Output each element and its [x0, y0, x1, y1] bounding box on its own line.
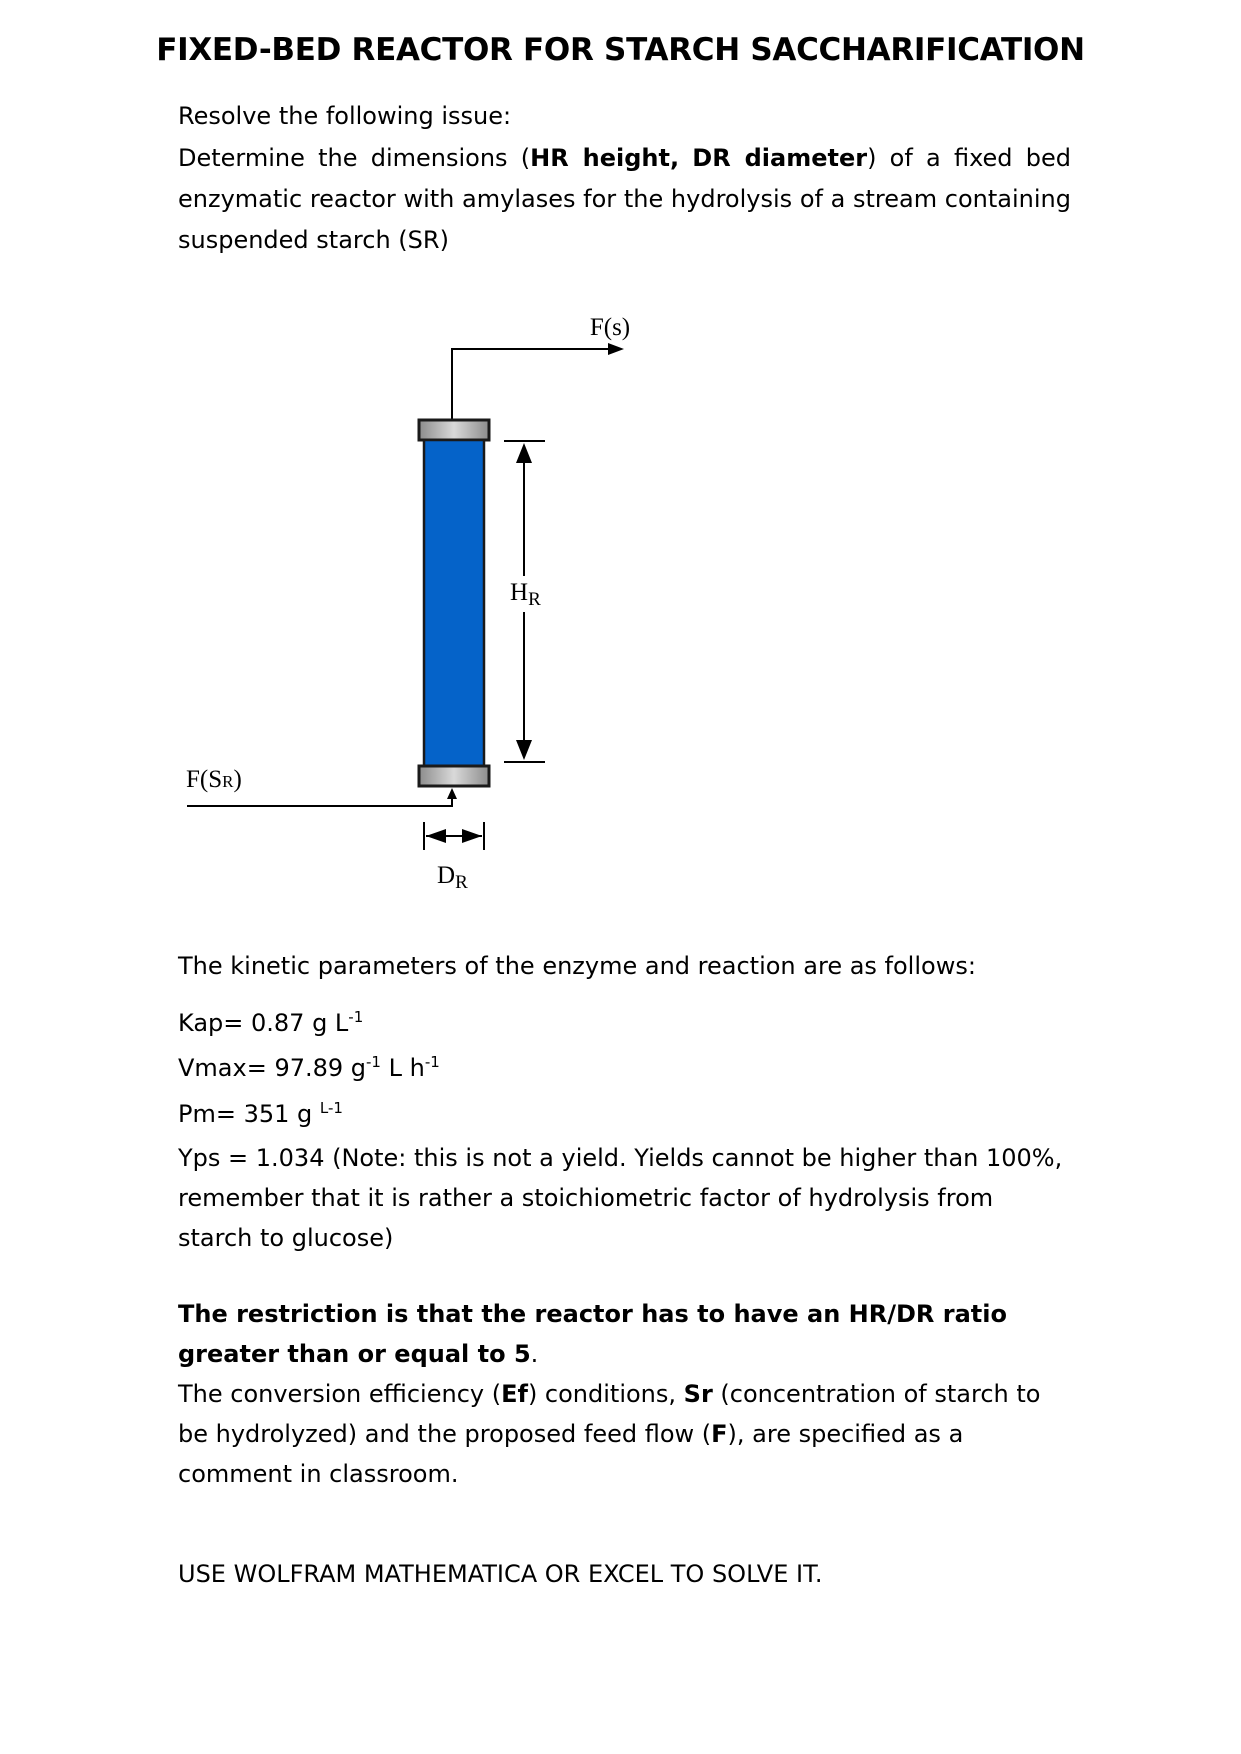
diameter-label: $D_R$: [437, 862, 468, 893]
outlet-arrow-head: [608, 343, 624, 355]
conditions-text-1: The conversion efficiency (: [178, 1380, 502, 1408]
param-pm-exponent: L-1: [319, 1099, 343, 1117]
intro-text: Resolve the following issue:: [178, 102, 512, 130]
conditions-ef-bold: Ef: [501, 1380, 528, 1408]
page-title: FIXED-BED REACTOR FOR STARCH SACCHARIFICATION: [156, 32, 1085, 68]
kinetics-intro: The kinetic parameters of the enzyme and reaction are as follows:: [178, 952, 976, 980]
diameter-arrow-right: [462, 829, 482, 843]
height-arrow-up: [516, 443, 532, 463]
problem-text-mid: [679, 144, 692, 172]
outlet-label: F(s): [589, 314, 631, 341]
inlet-label: F(SR): [186, 766, 242, 793]
param-vmax-text: Vmax= 97.89 g: [178, 1054, 367, 1082]
problem-text-before: Determine the dimensions (: [178, 144, 531, 172]
problem-statement: [178, 138, 1071, 261]
bottom-cap: [419, 766, 489, 786]
param-pm: [178, 1093, 1071, 1135]
conditions-text-2: ) conditions,: [527, 1380, 684, 1408]
param-vmax-unit: L h: [380, 1054, 425, 1082]
outlet-pipe-line: [452, 349, 610, 422]
problem-text-after: ) of a fixed bed enzymatic reactor with amylases for the hydrolysis of a stream containing suspended starch (SR): [178, 144, 1071, 254]
inlet-arrow-head: [447, 788, 457, 799]
problem-dr-bold: DR diameter: [692, 144, 868, 172]
conditions-text-4: ), are specified as a comment in classroom.: [178, 1420, 964, 1488]
conditions-text-3: (concentration of starch to be hydrolyzed) and the proposed feed flow (: [178, 1380, 1041, 1448]
reactor-column: [424, 440, 484, 766]
restriction-paragraph: [178, 1294, 1071, 1374]
diameter-arrow-left: [426, 829, 446, 843]
param-kap: [178, 1002, 1071, 1044]
height-arrow-down: [516, 740, 532, 760]
inlet-pipe-line: [187, 798, 452, 806]
param-yps: Yps = 1.034 (Note: this is not a yield. Yields cannot be higher than 100%, remember that it is rather a stoichiometric factor of hydrolysis from starch to glucose): [178, 1144, 1063, 1252]
param-kap-text: Kap= 0.87 g L: [178, 1009, 349, 1037]
footer-instruction: USE WOLFRAM MATHEMATICA OR EXCEL TO SOLVE IT.: [178, 1560, 823, 1588]
restriction-end: .: [530, 1340, 539, 1368]
param-vmax-exponent-1: -1: [366, 1053, 381, 1071]
param-pm-text: Pm= 351 g: [178, 1100, 320, 1128]
top-cap: [419, 420, 489, 440]
conditions-paragraph: [178, 1374, 1071, 1494]
param-kap-exponent: -1: [348, 1008, 364, 1026]
param-vmax: [178, 1047, 1071, 1089]
problem-hr-bold: HR height,: [530, 144, 680, 172]
param-vmax-exponent-2: -1: [424, 1053, 440, 1071]
restriction-bold-text: The restriction is that the reactor has to have an HR/DR ratio greater than or equal to 5: [178, 1300, 1007, 1368]
conditions-sr-bold: Sr: [683, 1380, 713, 1408]
height-label: $H_R$: [510, 579, 541, 610]
conditions-f-bold: F: [711, 1420, 728, 1448]
